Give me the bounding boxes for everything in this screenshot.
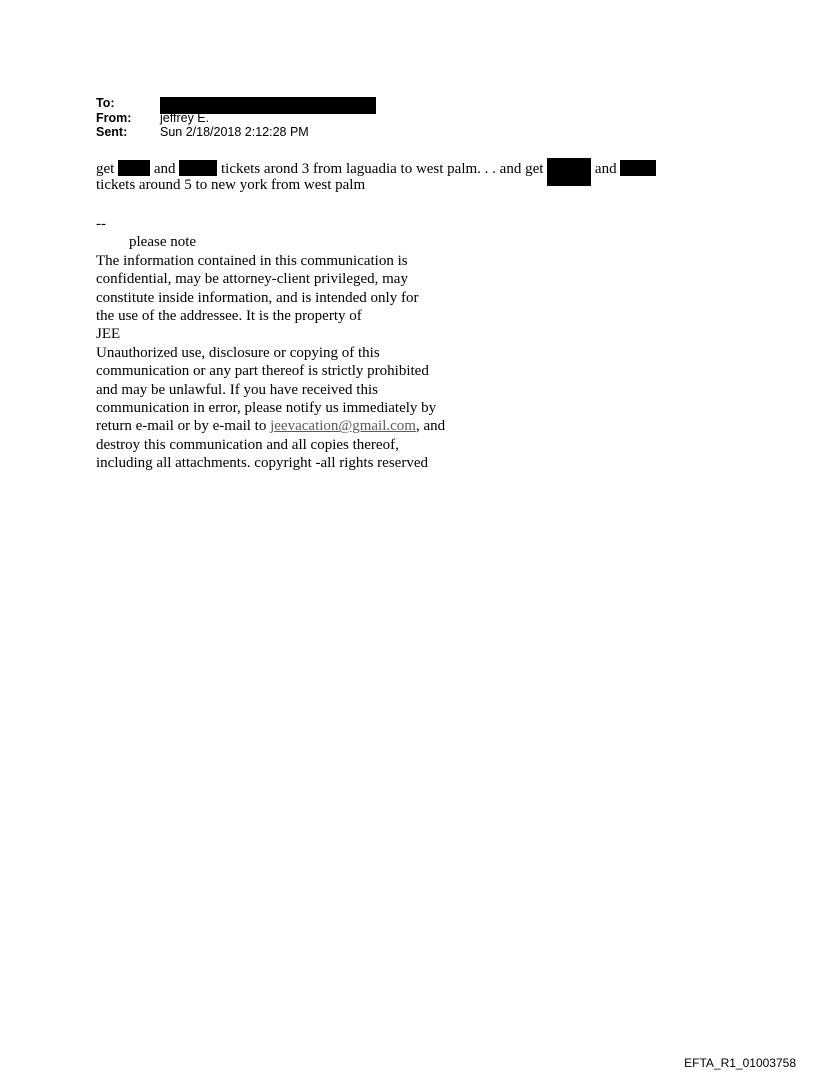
message-text: and <box>591 161 621 177</box>
disclaimer-line: communication in error, please notify us immediately by <box>96 399 437 416</box>
disclaimer-line: and may be unlawful. If you have received this <box>96 381 378 398</box>
signature-note: please note <box>129 234 197 251</box>
disclaimer-text: , and <box>415 418 446 435</box>
email-signature <box>96 215 445 472</box>
disclaimer-text: return e-mail or by e-mail to <box>96 418 271 435</box>
sent-label: Sent: <box>96 125 128 139</box>
disclaimer-line: communication or any part thereof is strictly prohibited <box>96 363 429 380</box>
message-line-2: tickets around 5 to new york from west palm <box>96 177 366 194</box>
disclaimer-email-line <box>96 417 445 435</box>
disclaimer-line: The information contained in this communication is <box>96 252 408 269</box>
message-line-1 <box>96 158 716 176</box>
sent-row <box>96 125 376 140</box>
email-header <box>96 96 376 140</box>
disclaimer-line: confidential, may be attorney-client privileged, may <box>96 271 408 288</box>
disclaimer-line: Unauthorized use, disclosure or copying of this <box>96 344 380 361</box>
document-id: EFTA_R1_01003758 <box>684 1056 796 1070</box>
disclaimer-line: the use of the addressee. It is the property of <box>96 307 362 324</box>
message-text: and <box>150 161 180 177</box>
disclaimer-line: JEE <box>96 326 121 343</box>
disclaimer-line: constitute inside information, and is intended only for <box>96 289 419 306</box>
from-label: From: <box>96 110 132 125</box>
redacted-name <box>179 160 217 176</box>
to-row <box>96 96 376 111</box>
message-body <box>96 158 716 195</box>
message-text: tickets arond 3 from laguadia to west palm. . . and get <box>217 161 548 177</box>
disclaimer-line: destroy this communication and all copies thereof, <box>96 436 399 453</box>
disclaimer-line: including all attachments. copyright -all rights reserved <box>96 455 428 472</box>
from-value: jeffrey E. <box>160 110 210 125</box>
sent-value: Sun 2/18/2018 2:12:28 PM <box>160 125 309 139</box>
to-label: To: <box>96 96 115 110</box>
redacted-name <box>620 160 656 176</box>
redacted-name <box>118 160 150 176</box>
email-link[interactable]: jeevacation@gmail.com <box>270 418 416 435</box>
message-text: get <box>96 161 119 177</box>
signature-dashes: -- <box>96 216 106 232</box>
